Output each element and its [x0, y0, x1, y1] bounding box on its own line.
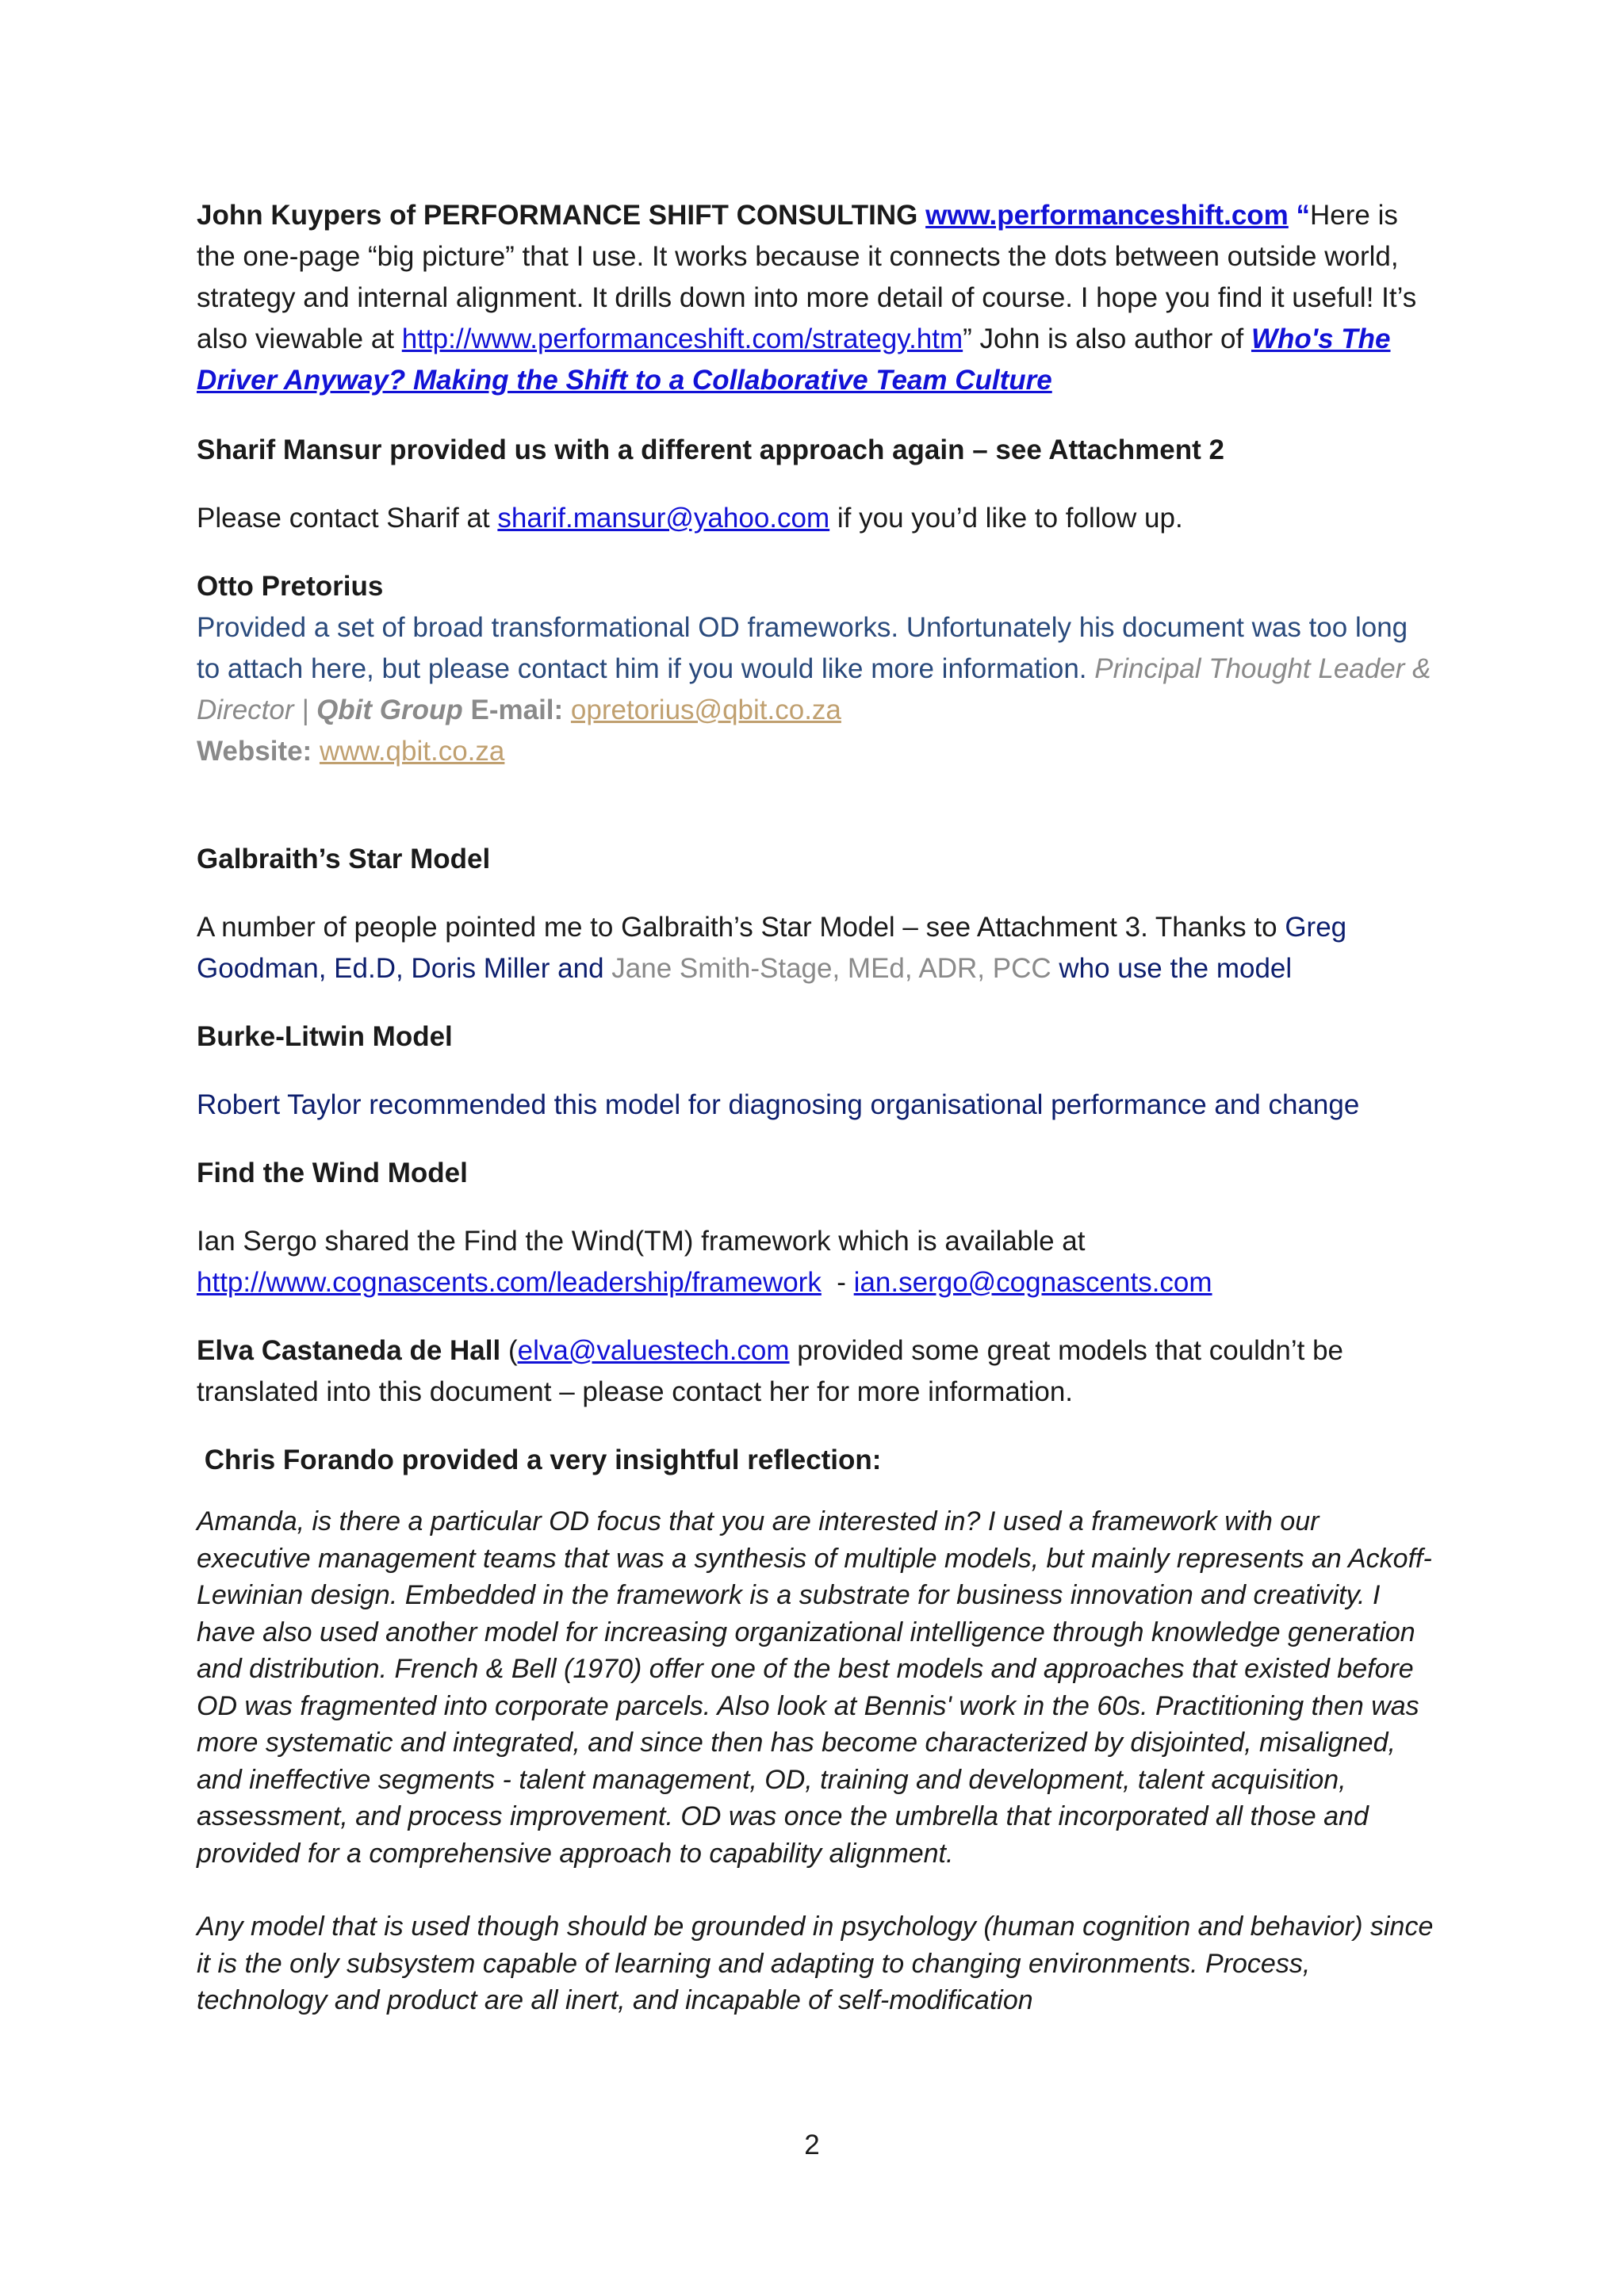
strategy-link[interactable]: http://www.performanceshift.com/strategy.htm — [401, 323, 963, 354]
galbraith-heading: Galbraith’s Star Model — [197, 844, 491, 874]
page-number: 2 — [804, 2130, 820, 2160]
wind-email-link[interactable]: ian.sergo@cognascents.com — [853, 1267, 1212, 1298]
hall-paragraph — [197, 1330, 1434, 1413]
pretorius-paragraph — [197, 607, 1434, 772]
pretorius-name: Otto Pretorius — [197, 571, 384, 602]
wind-heading: Find the Wind Model — [197, 1158, 468, 1188]
pretorius-website-label: Website: — [197, 736, 320, 767]
burke-text: Robert Taylor recommended this model for diagnosing organisational performance and change — [197, 1089, 1360, 1120]
galbraith-tail: who use the model — [1051, 953, 1293, 984]
kuypers-text-2: ” John is also author of — [963, 323, 1251, 354]
pretorius-title: Principal Thought Leader & Director | — [197, 653, 1431, 725]
pretorius-desc: Provided a set of broad transformational OD frameworks. Unfortunately his document was too long to attach here, but please contact him if you would like more information. — [197, 612, 1408, 684]
book-link[interactable]: Who's The Driver Anyway? Making the Shift to a Collaborative Team Culture — [197, 323, 1391, 396]
forando-quote-1: Amanda, is there a particular OD focus that you are interested in? I used a framework with our executive management teams that was a synthesis of multiple models, but mainly represents an Ackoff-Lewinian design. Embedded in the framework is a substrate for business innovation and creativity. I have also used another model for increasing organizational intelligence through knowledge generation and distribution. French & Bell (1970) offer one of the best models and approaches that existed before OD was fragmented into corporate parcels. Also look at Bennis' work in the 60s. Practitioning then was more systematic and integrated, and since then has become characterized by disjointed, misaligned, and ineffective segments - talent management, OD, training and development, talent acquisition, assessment, and process improvement. OD was once the umbrella that incorporated all those and provided for a comprehensive approach to capability alignment. — [197, 1506, 1432, 1869]
open-quote: “ — [1296, 200, 1311, 231]
kuypers-name: John Kuypers of PERFORMANCE SHIFT CONSULTING — [197, 200, 918, 231]
mansur-email-link[interactable]: sharif.mansur@yahoo.com — [497, 503, 830, 534]
mansur-contact-post: if you you’d like to follow up. — [829, 503, 1183, 534]
mansur-contact — [197, 498, 1434, 539]
galbraith-names-grey: Jane Smith-Stage, MEd, ADR, PCC — [611, 953, 1051, 984]
galbraith-text: A number of people pointed me to Galbraith’s Star Model – see Attachment 3. Thanks to — [197, 912, 1285, 943]
forando-quote-2: Any model that is used though should be grounded in psychology (human cognition and behavior) since it is the only subsystem capable of learning and adapting to changing environments. Process, technology and product are all inert, and incapable of self-modification — [197, 1911, 1434, 2015]
performanceshift-link[interactable]: www.performanceshift.com — [925, 200, 1289, 231]
wind-separator: - — [821, 1267, 854, 1298]
galbraith-paragraph — [197, 907, 1434, 989]
pretorius-email-link[interactable]: opretorius@qbit.co.za — [570, 695, 841, 725]
kuypers-paragraph — [197, 195, 1434, 401]
mansur-contact-pre: Please contact Sharif at — [197, 503, 498, 534]
hall-paren: ( — [500, 1335, 518, 1366]
wind-paragraph — [197, 1221, 1434, 1303]
forando-heading: Chris Forando provided a very insightful reflection: — [197, 1445, 882, 1475]
galbraith-names-blue: Greg Goodman, Ed.D, Doris Miller and — [197, 912, 1347, 984]
hall-email-link[interactable]: elva@valuestech.com — [517, 1335, 790, 1366]
wind-text: Ian Sergo shared the Find the Wind(TM) framework which is available at — [197, 1226, 1086, 1257]
pretorius-website-link[interactable]: www.qbit.co.za — [319, 736, 505, 767]
hall-name: Elva Castaneda de Hall — [197, 1335, 501, 1366]
pretorius-company: Qbit Group — [316, 695, 463, 725]
wind-framework-link[interactable]: http://www.cognascents.com/leadership/framework — [197, 1267, 822, 1298]
burke-heading: Burke-Litwin Model — [197, 1021, 453, 1052]
hall-text: provided some great models that couldn’t be translated into this document – please contact her for more information. — [197, 1335, 1344, 1407]
pretorius-email-label: E-mail: — [462, 695, 571, 725]
kuypers-text-1: Here is the one-page “big picture” that I use. It works because it connects the dots between outside world, strategy and internal alignment. It drills down into more detail of course. I hope you find it useful! It’s also viewable at — [197, 200, 1417, 354]
mansur-heading: Sharif Mansur provided us with a different approach again – see Attachment 2 — [197, 434, 1224, 465]
page-content — [197, 195, 1434, 2019]
